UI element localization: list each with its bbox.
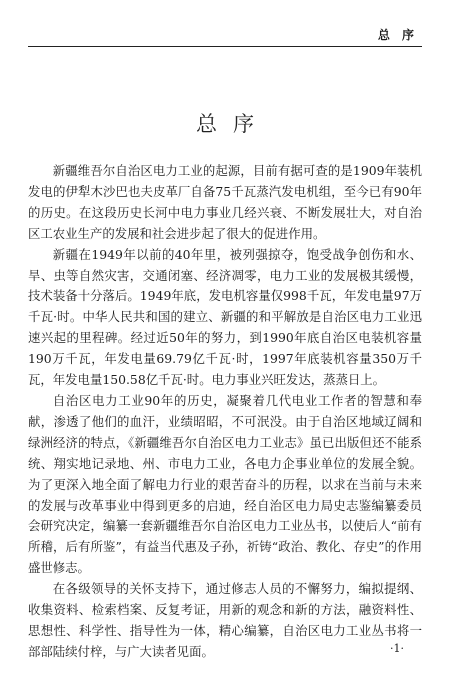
- paragraph-1: 新疆维吾尔自治区电力工业的起源，目前有据可查的是1909年装机发电的伊犁木沙巴也夫皮革厂自备75千瓦蒸汽发电机组，至今已有90年的历史。在这段历史长河中电力事业几经兴衰、不断发展壮大，对自治区工农业生产的发展和社会进步起了很大的促进作用。: [28, 163, 422, 241]
- paragraph-3: 自治区电力工业90年的历史，凝聚着几代电业工作者的智慧和奉献，渗透了他们的血汗，业绩昭昭，不可泯没。由于自治区地域辽阔和绿洲经济的特点，《新疆维吾尔自治区电力工业志》虽已出版但还不能系统、翔实地记录地、州、市电力工业，各电力企事业单位的发展全貌。为了更深入地全面了解电力行业的艰苦奋斗的历程，以求在当前与未来的发展与改革事业中得到更多的启迪，经自治区电力局史志鉴编纂委员会研究决定，编纂一套新疆维吾尔自治区电力工业丛书，以使后人“前有所稽，后有所鉴”，有益当代惠及子孙，祈铸“政治、教化、存史”的作用盛世修志。: [28, 392, 422, 576]
- running-header: [28, 24, 422, 47]
- page-title: 总序: [196, 112, 270, 136]
- paragraph-4: 在各级领导的关怀支持下，通过修志人员的不懈努力，编拟提纲、收集资料、检索档案、反复考证，用新的观念和新的方法，融资料性、思想性、科学性、指导性为一体，精心编纂，自治区电力工业丛书将一部部陆续付梓，与广大读者见面。: [28, 581, 422, 659]
- page-number: ·1·: [390, 642, 404, 655]
- body-text: [28, 161, 422, 663]
- paragraph-2: 新疆在1949年以前的40年里，被列强掠夺，饱受战争创伤和水、旱、虫等自然灾害，交通闭塞、经济凋零，电力工业的发展极其缓慢，技术装备十分落后。1949年底，发电机容量仅998千瓦，年发电量97万千瓦·时。中华人民共和国的建立、新疆的和平解放是自治区电力工业迅速兴起的里程碑。经过近50年的努力，到1990年底自治区电装机容量190万千瓦，年发电量69.79亿千瓦·时，1997年底装机容量350万千瓦，年发电量150.58亿千瓦·时。电力事业兴旺发达，蒸蒸日上。: [28, 246, 422, 388]
- running-head-label: 总 序: [377, 28, 418, 42]
